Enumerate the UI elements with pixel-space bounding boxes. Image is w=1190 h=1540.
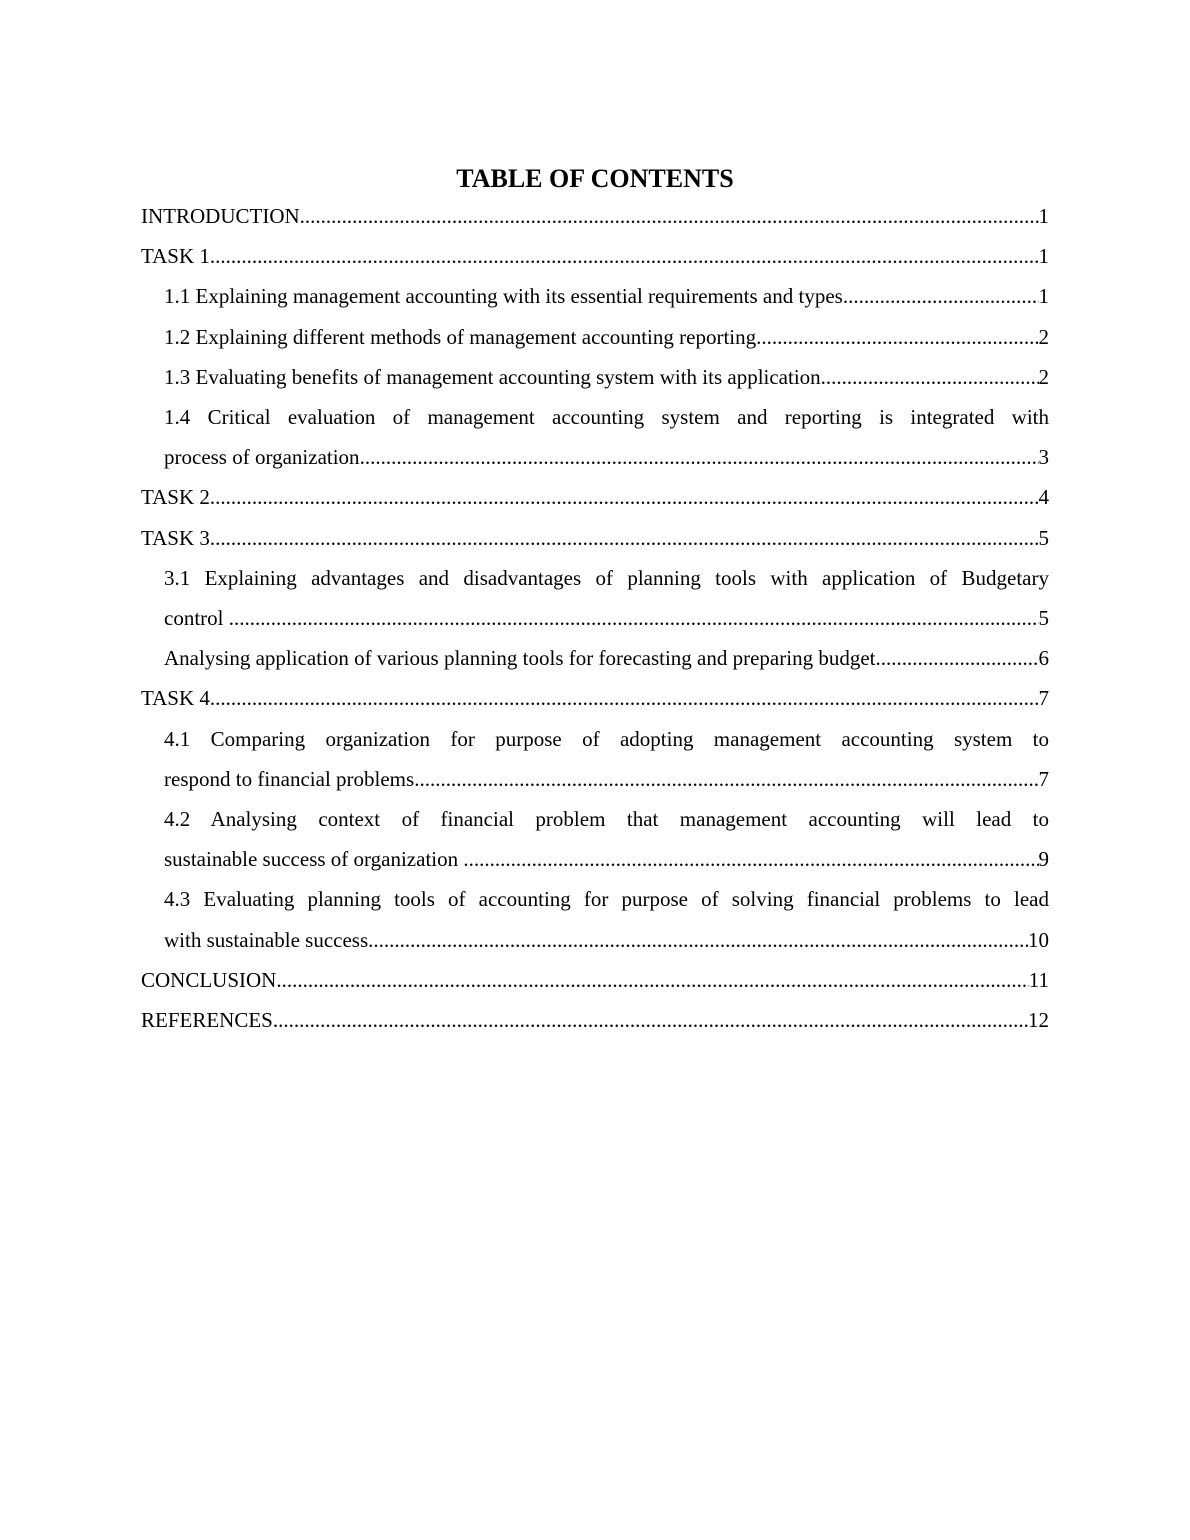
toc-page-number: 3 (1038, 445, 1049, 470)
toc-entry-label: TASK 4 (141, 686, 210, 711)
toc-entry-conclusion[interactable] (141, 960, 1049, 1000)
toc-entry-task-3[interactable] (141, 518, 1049, 558)
toc-entry-label-line-1: 4.3 Evaluating planning tools of accounting for purpose of solving financial problems to lead (164, 887, 1049, 912)
toc-entry-label: TASK 3 (141, 525, 210, 550)
toc-page-number: 1 (1038, 284, 1049, 309)
toc-page-number: 1 (1038, 204, 1049, 228)
dot-leader (300, 196, 1039, 236)
dot-leader (876, 638, 1039, 678)
toc-entry-label: TASK 1 (141, 244, 210, 269)
toc-entry-task-2[interactable] (141, 477, 1049, 517)
toc-page-number: 12 (1028, 1008, 1049, 1033)
toc-entry-label: Analysing application of various planning tools for forecasting and preparing budget (164, 646, 876, 671)
dot-leader (210, 678, 1039, 718)
toc-entry-analysing-planning-tools[interactable] (141, 638, 1049, 678)
document-page (141, 162, 1049, 1040)
toc-page-number: 7 (1038, 686, 1049, 711)
dot-leader (276, 960, 1028, 1000)
toc-entry-task-1[interactable] (141, 236, 1049, 276)
toc-entry-label: TASK 2 (141, 485, 210, 510)
toc-entry-label-line-1: 4.1 Comparing organization for purpose of adopting management accounting system to (164, 726, 1049, 751)
dot-leader (756, 317, 1038, 357)
toc-entry-label-line-1: 1.4 Critical evaluation of management accounting system and reporting is integrated with (164, 405, 1049, 430)
toc-page-number: 9 (1038, 847, 1049, 872)
toc-page-number: 11 (1028, 967, 1049, 992)
toc-page-number: 5 (1038, 606, 1049, 631)
toc-entry-label-line-2: sustainable success of organization (164, 847, 464, 872)
toc-entry-label: 1.2 Explaining different methods of management accounting reporting (164, 324, 757, 349)
toc-entry-1-3[interactable] (141, 357, 1049, 397)
toc-entry-label-line-1: 4.2 Analysing context of financial problem that management accounting will lead to (164, 807, 1049, 832)
toc-entry-label: REFERENCES (141, 1008, 273, 1033)
toc-page-number: 7 (1038, 766, 1049, 791)
dot-leader (210, 518, 1039, 558)
toc-entry-label-line-2: process of organization (164, 445, 360, 470)
dot-leader (368, 920, 1028, 960)
toc-entry-1-2[interactable] (141, 317, 1049, 357)
dot-leader (210, 477, 1039, 517)
toc-page-number: 5 (1038, 525, 1049, 550)
toc-entry-label: 1.3 Evaluating benefits of management accounting system with its application (164, 364, 821, 389)
dot-leader (843, 276, 1039, 316)
toc-entry-4-3[interactable] (141, 879, 1049, 959)
toc-entry-1-1[interactable] (141, 276, 1049, 316)
toc-page-number: 1 (1038, 244, 1049, 269)
toc-entry-4-1[interactable] (141, 719, 1049, 799)
dot-leader (821, 357, 1039, 397)
toc-entry-1-4[interactable] (141, 397, 1049, 477)
dot-leader (414, 759, 1038, 799)
toc-title: TABLE OF CONTENTS (456, 164, 734, 193)
toc-page-number: 6 (1038, 646, 1049, 671)
toc-entry-4-2[interactable] (141, 799, 1049, 879)
toc-entry-label-line-2: control (164, 606, 229, 631)
toc-list (141, 196, 1049, 1040)
dot-leader (229, 598, 1039, 638)
toc-page-number: 2 (1038, 324, 1049, 349)
dot-leader (463, 839, 1038, 879)
toc-page-number: 4 (1038, 485, 1049, 510)
toc-entry-label-line-2: respond to financial problems (164, 766, 415, 791)
dot-leader (273, 1000, 1028, 1040)
dot-leader (210, 236, 1039, 276)
toc-entry-label: CONCLUSION (141, 967, 277, 992)
toc-page-number: 10 (1028, 927, 1049, 952)
toc-entry-references[interactable] (141, 1000, 1049, 1040)
toc-entry-label: 1.1 Explaining management accounting with its essential requirements and types (164, 284, 843, 309)
dot-leader (360, 437, 1039, 477)
toc-entry-introduction[interactable] (141, 196, 1049, 236)
toc-entry-label-line-1: 3.1 Explaining advantages and disadvantages of planning tools with application of Budgetary (164, 565, 1049, 590)
toc-entry-label: INTRODUCTION (141, 204, 300, 228)
toc-entry-label-line-2: with sustainable success (164, 927, 369, 952)
toc-entry-3-1[interactable] (141, 558, 1049, 638)
toc-page-number: 2 (1038, 364, 1049, 389)
toc-entry-task-4[interactable] (141, 678, 1049, 718)
